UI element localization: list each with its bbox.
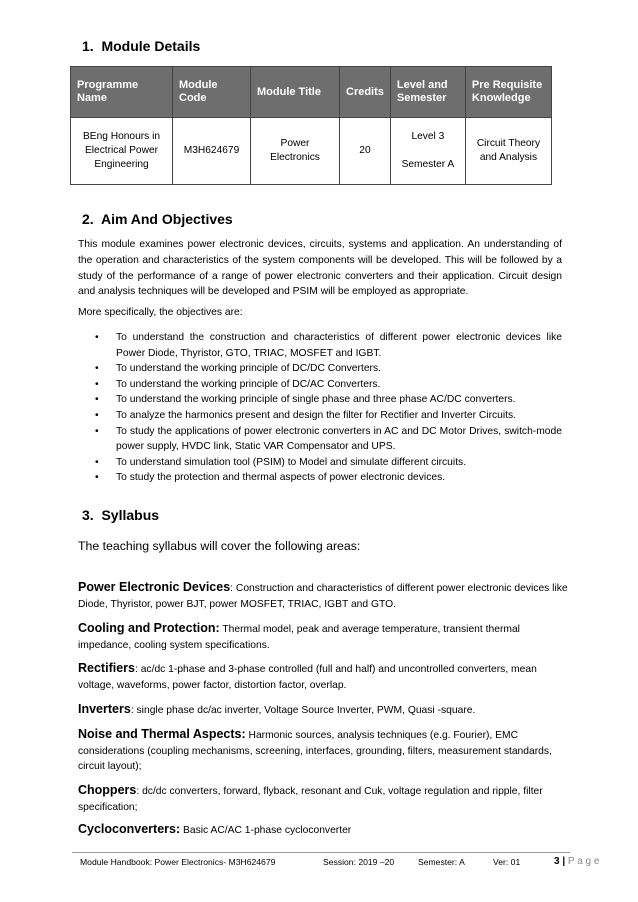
header-credits: Credits: [340, 67, 391, 118]
objectives-intro: More specifically, the objectives are:: [78, 307, 243, 318]
header-module-title: Module Title: [251, 67, 340, 118]
section-number: 3.: [82, 507, 94, 523]
footer-session: Session: 2019 –20: [323, 857, 395, 867]
section-1-heading: [82, 38, 200, 54]
table-row: [71, 118, 552, 185]
footer-semester: Semester: A: [418, 857, 465, 867]
footer-handbook: Module Handbook: Power Electronics- M3H624679: [80, 857, 276, 867]
cell-code: M3H624679: [173, 118, 251, 185]
section-title: Aim And Objectives: [100, 211, 233, 227]
list-item: • To understand the construction and characteristics of different power electronic devices like Power Diode, Thyristor, GTO, TRIAC, MOSFET and IGBT.: [95, 332, 562, 359]
section-title: Syllabus: [101, 507, 160, 523]
section-title: Module Details: [101, 38, 201, 54]
section-3-heading: [82, 507, 159, 523]
objectives-list: [78, 330, 562, 486]
syllabus-item: Power Electronic Devices: Construction and characteristics of different power electronic devices like Diode, Thyristor, power BJT, power MOSFET, TRIAC, IGBT and GTO.: [78, 580, 568, 610]
section-number: 1.: [82, 38, 94, 54]
syllabus-intro: The teaching syllabus will cover the following areas:: [78, 539, 361, 553]
list-item: • To analyze the harmonics present and design the filter for Rectifier and Inverter Circuits.: [95, 409, 517, 421]
syllabus-item: Cycloconverters: Basic AC/AC 1-phase cycloconverter: [78, 822, 352, 836]
cell-credits: 20: [340, 118, 391, 185]
list-item: • To understand the working principle of DC/DC Converters.: [95, 363, 381, 375]
syllabus-item: Inverters: single phase dc/ac inverter, Voltage Source Inverter, PWM, Quasi -square.: [78, 702, 476, 716]
list-item: • To understand simulation tool (PSIM) to Model and simulate different circuits.: [95, 456, 467, 468]
cell-programme: BEng Honours in Electrical Power Engineering: [71, 118, 173, 185]
cell-prereq: Circuit Theory and Analysis: [465, 118, 551, 185]
page-number: 3 | P a g e: [554, 856, 600, 867]
footer-version: Ver: 01: [493, 857, 521, 867]
syllabus-item: Rectifiers: ac/dc 1-phase and 3-phase controlled (full and half) and uncontrolled converters, mean voltage, waveforms, power factor, distortion factor, overlap.: [78, 661, 537, 691]
header-module-code: Module Code: [173, 67, 251, 118]
syllabus-item: Noise and Thermal Aspects: Harmonic sources, analysis techniques (e.g. Fourier), EMC considerations (coupling mechanisms, screening, interfaces, grounding, filters, measurement standards, circuit layout);: [78, 727, 552, 772]
section-number: 2.: [82, 211, 94, 227]
table-header-row: [71, 67, 552, 118]
header-level-semester: Level and Semester: [390, 67, 465, 118]
cell-level: Level 3: [411, 131, 445, 142]
syllabus-item: Choppers: dc/dc converters, forward, flyback, resonant and Cuk, voltage regulation and ripple, filter specification;: [78, 783, 543, 813]
cell-level-semester: [390, 118, 465, 185]
section-2-heading: [82, 211, 233, 227]
cell-title: Power Electronics: [251, 118, 340, 185]
list-item: • To study the applications of power electronic converters in AC and DC Motor Drives, switch-mode power supply, HVDC link, Static VAR Compensator and UPS.: [95, 425, 562, 453]
module-details-table: [70, 66, 552, 185]
list-item: • To understand the working principle of DC/AC Converters.: [95, 378, 381, 390]
cell-semester: Semester A: [401, 159, 455, 170]
list-item: • To understand the working principle of single phase and three phase AC/DC converters.: [95, 394, 516, 406]
aim-paragraph: This module examines power electronic devices, circuits, systems and application. An understanding of the operation and characteristics of the system components will be developed. This will be followed by a study of the performance of a range of power electronic converters and their application. Circuit design and analysis techniques will be developed and PSIM will be employed as appropriate.: [78, 239, 562, 298]
syllabus-item: Cooling and Protection: Thermal model, peak and average temperature, transient thermal impedance, cooling system specifications.: [78, 621, 520, 651]
footer-divider: [72, 852, 570, 853]
header-programme-name: Programme Name: [71, 67, 173, 118]
list-item: • To study the protection and thermal aspects of power electronic devices.: [95, 472, 446, 484]
header-prerequisite: Pre Requisite Knowledge: [465, 67, 551, 118]
